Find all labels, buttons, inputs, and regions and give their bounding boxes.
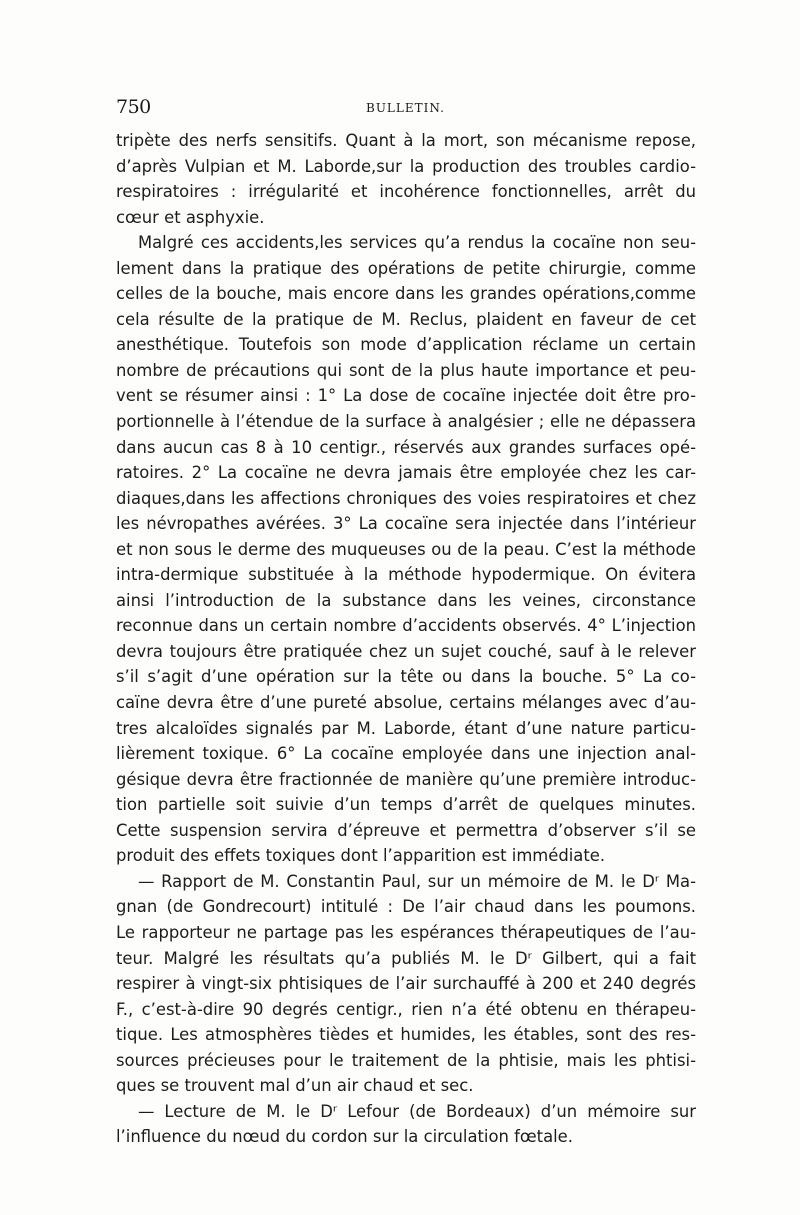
text-line: tique. Les atmosphères tièdes et humides, les étables, sont des res- bbox=[116, 1025, 696, 1045]
text-line: gésique devra être fractionnée de manière qu’une première introduc- bbox=[116, 769, 696, 789]
text-line: reconnue dans un certain nombre d’accidents observés. 4° L’injection bbox=[116, 616, 696, 636]
body-text bbox=[116, 128, 696, 1150]
text-line: d’après Vulpian et M. Laborde,sur la production des troubles cardio- bbox=[116, 156, 696, 176]
text-line: cœur et asphyxie. bbox=[116, 207, 265, 227]
text-line: dans aucun cas 8 à 10 centigr., réservés aux grandes surfaces opé- bbox=[116, 437, 696, 457]
text-line: respiratoires : irrégularité et incohérence fonctionnelles, arrêt du bbox=[116, 182, 696, 202]
text-line: l’influence du nœud du cordon sur la circulation fœtale. bbox=[116, 1127, 573, 1147]
page-header bbox=[116, 96, 696, 124]
text-line: vent se résumer ainsi : 1° La dose de cocaïne injectée doit être pro- bbox=[116, 386, 696, 406]
text-line: nombre de précautions qui sont de la plus haute importance et peu- bbox=[116, 360, 696, 380]
text-line: ques se trouvent mal d’un air chaud et sec. bbox=[116, 1076, 474, 1096]
text-line: intra-dermique substituée à la méthode hypodermique. On évitera bbox=[116, 565, 696, 585]
text-line: ratoires. 2° La cocaïne ne devra jamais être employée chez les car- bbox=[116, 463, 696, 483]
text-line: gnan (de Gondrecourt) intitulé : De l’air chaud dans les poumons. bbox=[116, 897, 696, 917]
text-line: anesthétique. Toutefois son mode d’application réclame un certain bbox=[116, 335, 696, 355]
text-line: Cette suspension servira d’épreuve et permettra d’observer s’il se bbox=[116, 820, 696, 840]
text-line: Le rapporteur ne partage pas les espérances thérapeutiques de l’au- bbox=[116, 922, 696, 942]
text-line: tres alcaloïdes signalés par M. Laborde, étant d’une nature particu- bbox=[116, 718, 696, 738]
text-line: cela résulte de la pratique de M. Reclus, plaident en faveur de cet bbox=[116, 309, 696, 329]
text-line: teur. Malgré les résultats qu’a publiés M. le Dʳ Gilbert, qui a fait bbox=[116, 948, 696, 968]
text-line: F., c’est-à-dire 90 degrés centigr., rien n’a été obtenu en thérapeu- bbox=[116, 999, 696, 1019]
text-line: respirer à vingt-six phtisiques de l’air surchauffé à 200 et 240 degrés bbox=[116, 974, 696, 994]
page-number: 750 bbox=[116, 96, 151, 118]
text-line: lièrement toxique. 6° La cocaïne employée dans une injection anal- bbox=[116, 744, 696, 764]
text-line: portionnelle à l’étendue de la surface à analgésier ; elle ne dépassera bbox=[116, 412, 696, 432]
text-line: Malgré ces accidents,les services qu’a rendus la cocaïne non seu- bbox=[138, 233, 696, 253]
running-head: BULLETIN. bbox=[366, 101, 445, 115]
text-line: diaques,dans les affections chroniques des voies respiratoires et chez bbox=[116, 488, 696, 508]
text-line: tripète des nerfs sensitifs. Quant à la mort, son mécanisme repose, bbox=[116, 131, 696, 150]
text-line: s’il s’agit d’une opération sur la tête ou dans la bouche. 5° La co- bbox=[116, 667, 696, 687]
text-line: — Rapport de M. Constantin Paul, sur un mémoire de M. le Dʳ Ma- bbox=[138, 871, 696, 891]
text-line: — Lecture de M. le Dʳ Lefour (de Bordeaux) d’un mémoire sur bbox=[138, 1101, 696, 1121]
text-line: tion partielle soit suivie d’un temps d’arrêt de quelques minutes. bbox=[116, 795, 696, 815]
text-line: lement dans la pratique des opérations de petite chirurgie, comme bbox=[116, 258, 696, 278]
text-line: les névropathes avérées. 3° La cocaïne sera injectée dans l’intérieur bbox=[116, 514, 696, 534]
text-line: et non sous le derme des muqueuses ou de la peau. C’est la méthode bbox=[116, 539, 696, 559]
text-line: ainsi l’introduction de la substance dans les veines, circonstance bbox=[116, 590, 696, 610]
text-line: produit des effets toxiques dont l’apparition est immédiate. bbox=[116, 846, 606, 866]
text-line: devra toujours être pratiquée chez un sujet couché, sauf à le relever bbox=[116, 641, 696, 661]
text-line: caïne devra être d’une pureté absolue, certains mélanges avec d’au- bbox=[116, 693, 696, 713]
text-line: celles de la bouche, mais encore dans les grandes opérations,comme bbox=[116, 284, 696, 304]
text-line: sources précieuses pour le traitement de la phtisie, mais les phtisi- bbox=[116, 1050, 696, 1070]
